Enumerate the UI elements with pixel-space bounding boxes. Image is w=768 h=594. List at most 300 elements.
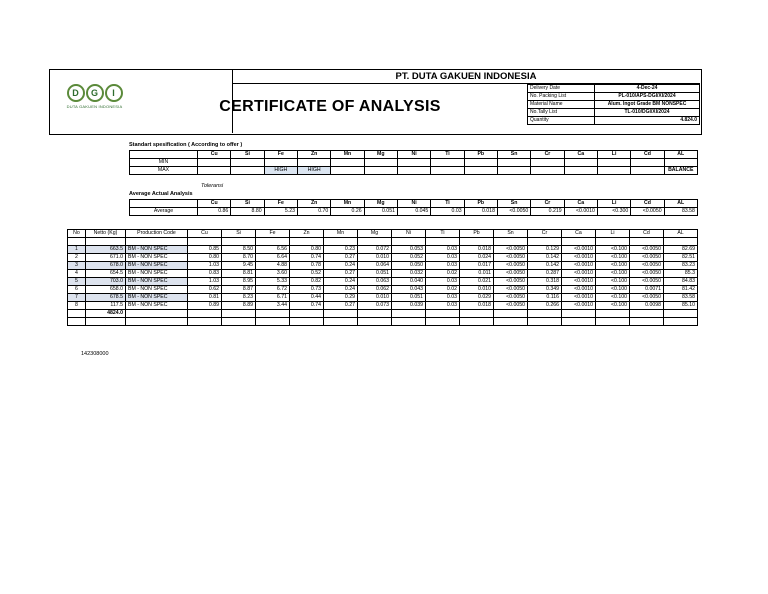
detail-cell: 3 [68, 262, 86, 270]
detail-cell: <0.0010 [562, 262, 596, 270]
spec-element-header: Ni [397, 151, 430, 159]
detail-cell: 82.51 [664, 254, 698, 262]
table-row [68, 278, 698, 286]
detail-spacer-row [68, 238, 698, 246]
detail-header: Ca [562, 230, 596, 238]
detail-cell: 0.78 [290, 262, 324, 270]
detail-spacer-cell [392, 238, 426, 246]
spec-header-blank [130, 151, 198, 159]
detail-cell: 0.81 [188, 294, 222, 302]
detail-cell: 0.89 [188, 302, 222, 310]
detail-cell: 8.95 [222, 278, 256, 286]
detail-cell: 0.064 [358, 262, 392, 270]
detail-cell: 0.27 [324, 270, 358, 278]
detail-cell: <0.0050 [630, 270, 664, 278]
detail-header: Mn [324, 230, 358, 238]
info-value: TL-010/DGI/XI/2024 [595, 109, 700, 117]
average-element-header: Mn [331, 200, 364, 208]
detail-cell: 0.03 [426, 246, 460, 254]
average-element-header: Li [597, 200, 630, 208]
company-logo [62, 84, 127, 118]
detail-spacer-cell [426, 238, 460, 246]
detail-cell: 0.349 [528, 286, 562, 294]
average-value: <0.300 [597, 208, 630, 216]
detail-cell: 0.266 [528, 302, 562, 310]
spec-element-header: AL [664, 151, 697, 159]
detail-spacer-cell [126, 238, 188, 246]
detail-empty-row [68, 318, 698, 326]
detail-cell: 1.03 [188, 262, 222, 270]
detail-cell: 0.018 [460, 302, 494, 310]
spec-element-header: Fe [264, 151, 297, 159]
detail-cell: 9.45 [222, 262, 256, 270]
info-row [528, 85, 700, 93]
detail-cell: 0.73 [290, 286, 324, 294]
detail-cell: 83.58 [664, 294, 698, 302]
detail-cell: 0.017 [460, 262, 494, 270]
spec-element-header: Zn [297, 151, 330, 159]
detail-cell: 0.74 [290, 254, 324, 262]
detail-cell: 5 [68, 278, 86, 286]
detail-empty-cell [256, 318, 290, 326]
spec-max-cell: BALANCE [664, 167, 697, 175]
spec-element-header: Si [231, 151, 264, 159]
detail-cell: 0.010 [460, 286, 494, 294]
detail-header: No [68, 230, 86, 238]
average-value: 0.70 [297, 208, 330, 216]
spec-max-cell [364, 167, 397, 175]
detail-cell: 0.03 [426, 302, 460, 310]
detail-cell: 1.03 [188, 278, 222, 286]
average-values-row [130, 208, 698, 216]
detail-cell: 0.24 [324, 278, 358, 286]
average-header-row [130, 200, 698, 208]
spec-min-cell [231, 159, 264, 167]
spec-element-header: Ca [564, 151, 597, 159]
detail-cell: 0.0098 [630, 302, 664, 310]
spec-element-header: Cr [531, 151, 564, 159]
detail-cell: <0.0050 [630, 254, 664, 262]
document-title: CERTIFICATE OF ANALYSIS [219, 98, 441, 115]
detail-cell: 0.010 [358, 254, 392, 262]
detail-empty-cell [188, 318, 222, 326]
logo-subtitle: DUTA GAKUEN INDONESIA [66, 104, 123, 109]
detail-cell: 0.072 [358, 246, 392, 254]
detail-cell: 8.50 [222, 246, 256, 254]
detail-empty-cell [126, 318, 188, 326]
detail-cell: 0.03 [426, 294, 460, 302]
detail-empty-cell [562, 318, 596, 326]
detail-cell: 0.27 [324, 254, 358, 262]
spec-min-label: MIN [130, 159, 198, 167]
detail-cell: 84.83 [664, 278, 698, 286]
average-element-header: AL [664, 200, 697, 208]
detail-header: Ni [392, 230, 426, 238]
detail-cell: <0.0050 [494, 262, 528, 270]
detail-header: Si [222, 230, 256, 238]
detail-cell: 82.69 [664, 246, 698, 254]
spec-min-cell [364, 159, 397, 167]
detail-cell: <0.0050 [630, 294, 664, 302]
detail-cell: 8.87 [222, 286, 256, 294]
average-value: <0.0050 [497, 208, 530, 216]
average-label: Average [130, 208, 198, 216]
detail-cell: <0.100 [596, 294, 630, 302]
detail-cell: 8.89 [222, 302, 256, 310]
average-value: 0.051 [364, 208, 397, 216]
detail-header: Netto (Kg) [86, 230, 126, 238]
table-row [68, 302, 698, 310]
detail-cell: 0.010 [358, 294, 392, 302]
info-value: 4.824.0 [595, 117, 700, 125]
detail-header: Pb [460, 230, 494, 238]
detail-total-blank [290, 310, 324, 318]
detail-cell: 0.039 [392, 302, 426, 310]
shipment-info-table [527, 84, 700, 125]
detail-cell: 6.64 [256, 254, 290, 262]
table-row [68, 286, 698, 294]
detail-cell: 0.142 [528, 262, 562, 270]
average-value: 0.26 [331, 208, 364, 216]
detail-cell: 0.44 [290, 294, 324, 302]
detail-cell: 6.56 [256, 246, 290, 254]
spec-element-header: Mg [364, 151, 397, 159]
detail-cell: 0.23 [324, 246, 358, 254]
detail-cell: 85.10 [664, 302, 698, 310]
detail-cell: <0.0050 [494, 254, 528, 262]
detail-cell: 0.050 [392, 262, 426, 270]
detail-total-blank [460, 310, 494, 318]
detail-cell: <0.100 [596, 278, 630, 286]
spec-max-cell [497, 167, 530, 175]
detail-cell: 0.52 [290, 270, 324, 278]
detail-cell: 8 [68, 302, 86, 310]
info-row [528, 109, 700, 117]
detail-spacer-cell [290, 238, 324, 246]
average-element-header: Sn [497, 200, 530, 208]
detail-cell: <0.0050 [494, 246, 528, 254]
detail-cell: <0.0050 [494, 270, 528, 278]
detail-cell: 83.23 [664, 262, 698, 270]
detail-cell: 658.0 [86, 286, 126, 294]
spec-max-cell [331, 167, 364, 175]
detail-cell: <0.0050 [494, 278, 528, 286]
info-label: Material Name [528, 101, 595, 109]
detail-header: Cr [528, 230, 562, 238]
average-element-header: Fe [264, 200, 297, 208]
info-value: Alum. Ingot Grade BM NONSPEC [595, 101, 700, 109]
detail-spacer-cell [596, 238, 630, 246]
average-value: 0.219 [531, 208, 564, 216]
detail-spacer-cell [86, 238, 126, 246]
spec-min-cell [464, 159, 497, 167]
detail-spacer-cell [460, 238, 494, 246]
detail-cell: <0.0010 [562, 294, 596, 302]
detail-cell: <0.100 [596, 302, 630, 310]
detail-cell: 0.82 [290, 278, 324, 286]
spec-header-row [130, 151, 698, 159]
detail-spacer-cell [528, 238, 562, 246]
spec-min-cell [397, 159, 430, 167]
detail-cell: 0.062 [358, 286, 392, 294]
detail-cell: BM - NON SPEC [126, 302, 188, 310]
average-value: 83.58 [664, 208, 697, 216]
detail-total-blank [126, 310, 188, 318]
detail-cell: 0.029 [460, 294, 494, 302]
detail-cell: <0.0050 [630, 278, 664, 286]
spec-max-cell: HIGH [264, 167, 297, 175]
spec-element-header: Li [597, 151, 630, 159]
detail-header: Fe [256, 230, 290, 238]
detail-cell: <0.0050 [630, 262, 664, 270]
detail-empty-cell [494, 318, 528, 326]
average-element-header: Cu [198, 200, 231, 208]
detail-cell: 0.318 [528, 278, 562, 286]
detail-cell: 0.03 [426, 278, 460, 286]
logo-letter: D [67, 84, 85, 102]
detail-cell: 0.80 [290, 246, 324, 254]
average-element-header: Mg [364, 200, 397, 208]
detail-empty-cell [324, 318, 358, 326]
detail-cell: 0.021 [460, 278, 494, 286]
info-row [528, 117, 700, 125]
detail-cell: 3.60 [256, 270, 290, 278]
logo-letter: G [86, 84, 104, 102]
detail-cell: BM - NON SPEC [126, 278, 188, 286]
spec-max-cell [464, 167, 497, 175]
average-value: 0.03 [431, 208, 464, 216]
spec-max-cell [597, 167, 630, 175]
detail-cell: <0.0050 [494, 302, 528, 310]
spec-table [129, 150, 698, 175]
detail-cell: <0.0010 [562, 246, 596, 254]
detail-spacer-cell [188, 238, 222, 246]
detail-cell: 0.62 [188, 286, 222, 294]
spec-element-header: Sn [497, 151, 530, 159]
detail-cell: 0.74 [290, 302, 324, 310]
average-table [129, 199, 698, 216]
detail-cell: 0.03 [426, 262, 460, 270]
detail-spacer-cell [68, 238, 86, 246]
detail-spacer-cell [324, 238, 358, 246]
detail-total: 4824.0 [86, 310, 126, 318]
average-header-blank [130, 200, 198, 208]
detail-cell: 1 [68, 246, 86, 254]
spec-max-cell [431, 167, 464, 175]
detail-cell: 0.024 [460, 254, 494, 262]
info-label: Quantity [528, 117, 595, 125]
spec-max-cell [231, 167, 264, 175]
detail-cell: 8.70 [222, 254, 256, 262]
spec-max-label: MAX [130, 167, 198, 175]
detail-spacer-cell [256, 238, 290, 246]
detail-empty-cell [392, 318, 426, 326]
detail-cell: BM - NON SPEC [126, 294, 188, 302]
info-label: No. Packing List [528, 93, 595, 101]
detail-cell: 0.063 [358, 278, 392, 286]
spec-min-cell [297, 159, 330, 167]
detail-table [67, 229, 698, 326]
average-element-header: Pb [464, 200, 497, 208]
detail-cell: 0.27 [324, 302, 358, 310]
detail-total-blank [426, 310, 460, 318]
footnote-number: 142308000 [81, 351, 109, 357]
average-title: Average Actual Analysis [129, 191, 193, 197]
spec-element-header: Cd [631, 151, 664, 159]
detail-total-blank [528, 310, 562, 318]
spec-min-cell [631, 159, 664, 167]
average-element-header: Cd [631, 200, 664, 208]
detail-cell: 4.88 [256, 262, 290, 270]
detail-cell: <0.100 [596, 286, 630, 294]
average-element-header: Si [231, 200, 264, 208]
logo-letter: I [105, 84, 123, 102]
spec-element-header: Mn [331, 151, 364, 159]
detail-cell: 6.72 [256, 286, 290, 294]
info-row [528, 93, 700, 101]
detail-cell: 0.018 [460, 246, 494, 254]
detail-spacer-cell [494, 238, 528, 246]
detail-empty-cell [630, 318, 664, 326]
detail-cell: 0.040 [392, 278, 426, 286]
detail-cell: 0.83 [188, 270, 222, 278]
detail-cell: 0.052 [392, 254, 426, 262]
detail-cell: 0.011 [460, 270, 494, 278]
detail-cell: 7 [68, 294, 86, 302]
detail-empty-cell [460, 318, 494, 326]
spec-title: Standart spesification ( According to offer ) [129, 142, 243, 148]
spec-min-cell [497, 159, 530, 167]
average-element-header: Ti [431, 200, 464, 208]
detail-empty-cell [68, 318, 86, 326]
detail-cell: 6 [68, 286, 86, 294]
detail-empty-cell [86, 318, 126, 326]
spec-max-row [130, 167, 698, 175]
detail-total-blank [596, 310, 630, 318]
detail-empty-cell [664, 318, 698, 326]
detail-total-blank [630, 310, 664, 318]
spec-min-cell [597, 159, 630, 167]
detail-cell: <0.0010 [562, 278, 596, 286]
spec-max-cell [564, 167, 597, 175]
average-value: 5.23 [264, 208, 297, 216]
spec-min-cell [431, 159, 464, 167]
detail-cell: 0.129 [528, 246, 562, 254]
detail-cell: 0.053 [392, 246, 426, 254]
spec-min-row [130, 159, 698, 167]
detail-cell: 654.5 [86, 270, 126, 278]
detail-cell: 703.0 [86, 278, 126, 286]
spec-max-cell [397, 167, 430, 175]
detail-spacer-cell [358, 238, 392, 246]
detail-cell: 0.051 [392, 294, 426, 302]
detail-cell: <0.0010 [562, 302, 596, 310]
detail-total-row [68, 310, 698, 318]
toleransi-label: Toleransi [201, 183, 224, 189]
detail-empty-cell [596, 318, 630, 326]
detail-cell: 85.3 [664, 270, 698, 278]
average-value: <0.0050 [631, 208, 664, 216]
table-row [68, 262, 698, 270]
detail-cell: 0.0071 [630, 286, 664, 294]
detail-empty-cell [426, 318, 460, 326]
detail-cell: 2 [68, 254, 86, 262]
detail-cell: 0.043 [392, 286, 426, 294]
detail-cell: 0.073 [358, 302, 392, 310]
table-row [68, 294, 698, 302]
detail-cell: <0.0010 [562, 270, 596, 278]
detail-cell: 663.5 [86, 246, 126, 254]
detail-cell: 0.85 [188, 246, 222, 254]
detail-cell: BM - NON SPEC [126, 270, 188, 278]
detail-cell: <0.0010 [562, 254, 596, 262]
spec-max-cell [531, 167, 564, 175]
detail-total-blank [358, 310, 392, 318]
detail-cell: 0.29 [324, 294, 358, 302]
detail-header: Zn [290, 230, 324, 238]
detail-total-blank [562, 310, 596, 318]
detail-total-blank [392, 310, 426, 318]
spec-min-cell [531, 159, 564, 167]
spec-min-cell [664, 159, 697, 167]
detail-cell: <0.100 [596, 262, 630, 270]
detail-cell: <0.0050 [494, 294, 528, 302]
detail-cell: 0.116 [528, 294, 562, 302]
detail-cell: 678.0 [86, 262, 126, 270]
detail-cell: 0.02 [426, 286, 460, 294]
detail-cell: 0.03 [426, 254, 460, 262]
detail-total-blank [68, 310, 86, 318]
spec-min-cell [264, 159, 297, 167]
average-value: 8.80 [231, 208, 264, 216]
detail-total-blank [324, 310, 358, 318]
detail-header: Mg [358, 230, 392, 238]
detail-total-blank [188, 310, 222, 318]
average-value: <0.0010 [564, 208, 597, 216]
detail-cell: 8.81 [222, 270, 256, 278]
table-row [68, 254, 698, 262]
detail-cell: <0.100 [596, 270, 630, 278]
spec-element-header: Pb [464, 151, 497, 159]
detail-cell: 0.80 [188, 254, 222, 262]
detail-header: Li [596, 230, 630, 238]
average-value: 0.018 [464, 208, 497, 216]
detail-cell: BM - NON SPEC [126, 254, 188, 262]
detail-cell: BM - NON SPEC [126, 262, 188, 270]
info-label: No.Tally List [528, 109, 595, 117]
info-value: PL-010/APS-DGI/XI/2024 [595, 93, 700, 101]
detail-spacer-cell [222, 238, 256, 246]
detail-cell: 8.23 [222, 294, 256, 302]
detail-cell: 4 [68, 270, 86, 278]
detail-spacer-cell [630, 238, 664, 246]
table-row [68, 270, 698, 278]
spec-element-header: Ti [431, 151, 464, 159]
detail-cell: 678.5 [86, 294, 126, 302]
detail-spacer-cell [664, 238, 698, 246]
detail-cell: <0.100 [596, 246, 630, 254]
detail-cell: 0.142 [528, 254, 562, 262]
detail-cell: <0.100 [596, 254, 630, 262]
detail-total-blank [494, 310, 528, 318]
info-label: Delivery Date [528, 85, 595, 93]
detail-cell: 81.42 [664, 286, 698, 294]
detail-cell: 3.44 [256, 302, 290, 310]
spec-element-header: Cu [198, 151, 231, 159]
detail-cell: <0.0050 [494, 286, 528, 294]
detail-cell: BM - NON SPEC [126, 286, 188, 294]
spec-max-cell [631, 167, 664, 175]
